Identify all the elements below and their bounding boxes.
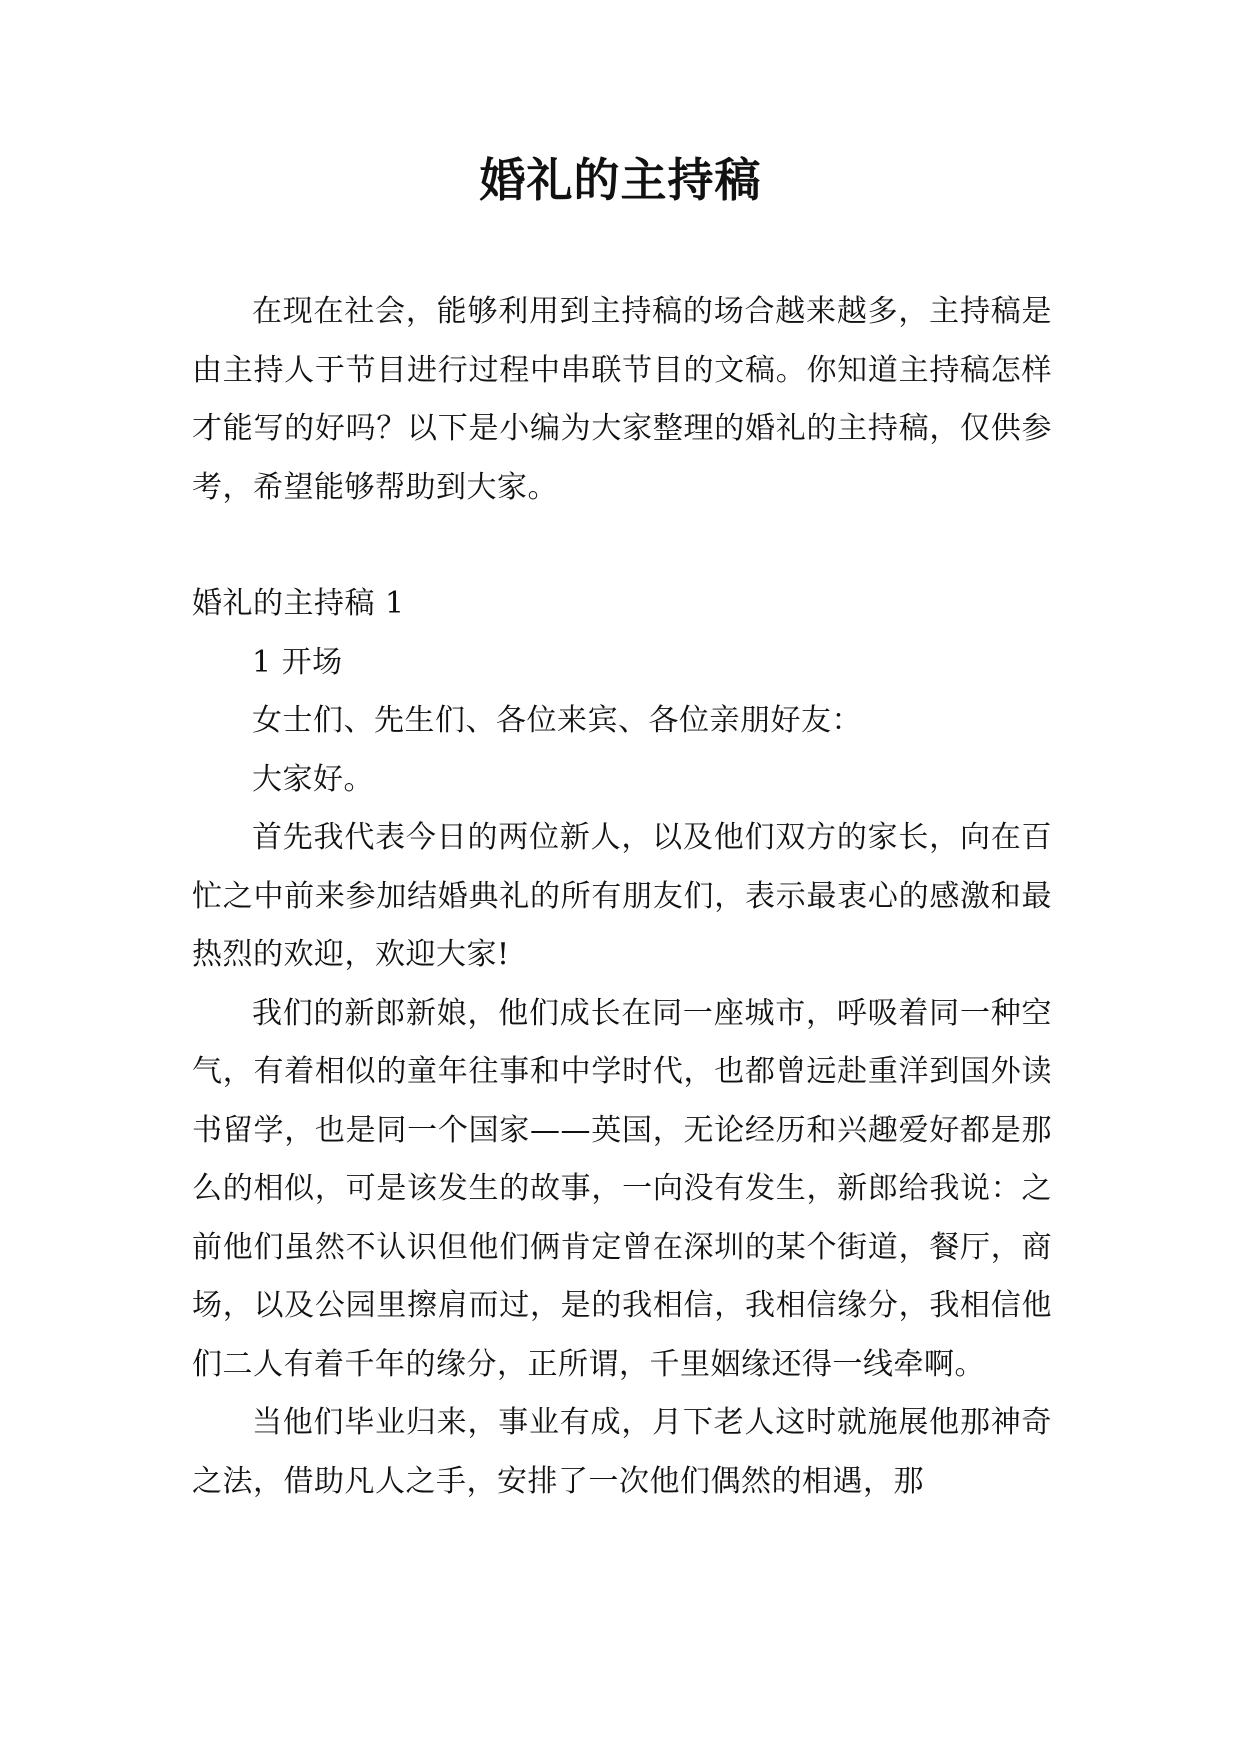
body-paragraph: 1 开场 <box>252 644 343 680</box>
intro-paragraph: 在现在社会，能够利用到主持稿的场合越来越多，主持稿是由主持人于节目进行过程中串联节目的文稿。你知道主持稿怎样才能写的好吗？以下是小编为大家整理的婚礼的主持稿，仅供参考，希望能够帮助到大家。 <box>192 294 1052 505</box>
section-heading: 婚礼的主持稿 1 <box>192 586 405 621</box>
paragraph-spacer <box>192 517 1052 575</box>
body-paragraph: 女士们、先生们、各位来宾、各位亲朋好友： <box>252 703 862 738</box>
body-paragraph: 我们的新郎新娘，他们成长在同一座城市，呼吸着同一种空气，有着相似的童年往事和中学时代，也都曾远赴重洋到国外读书留学，也是同一个国家——英国，无论经历和兴趣爱好都是那么的相似，可是该发生的故事，一向没有发生，新郎给我说：之前他们虽然不认识但他们俩肯定曾在深圳的某个街道，餐厅，商场，以及公园里擦肩而过，是的我相信，我相信缘分，我相信他们二人有着千年的缘分，正所谓，千里姻缘还得一线牵啊。 <box>192 995 1052 1382</box>
body-paragraph: 大家好。 <box>252 761 374 797</box>
document-title: 婚礼的主持稿 <box>479 153 762 207</box>
body-paragraph: 当他们毕业归来，事业有成，月下老人这时就施展他那神奇之法，借助凡人之手，安排了一次他们偶然的相遇，那 <box>192 1405 1052 1499</box>
body-paragraph: 首先我代表今日的两位新人，以及他们双方的家长，向在百忙之中前来参加结婚典礼的所有朋友们，表示最衷心的感激和最热烈的欢迎，欢迎大家! <box>192 820 1052 972</box>
document-body <box>192 283 1052 1511</box>
